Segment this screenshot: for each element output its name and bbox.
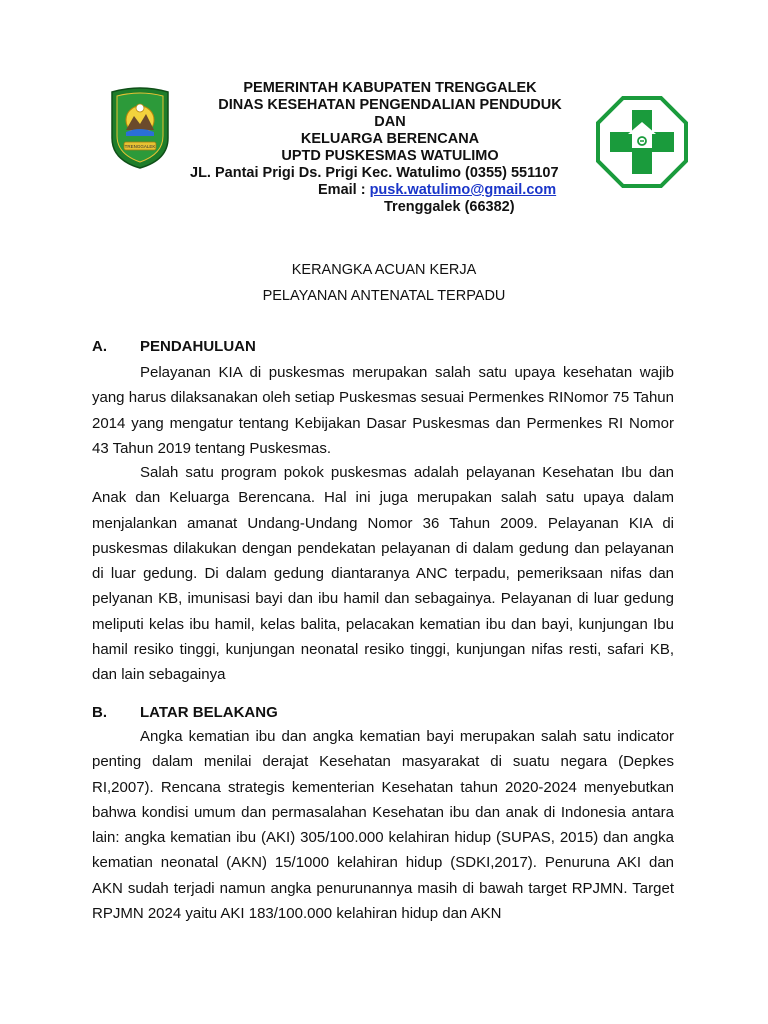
letterhead-address: JL. Pantai Prigi Ds. Prigi Kec. Watulimo (0355) 551107 [190, 165, 559, 181]
kabupaten-emblem-icon [108, 86, 172, 170]
letterhead-city: Trenggalek (66382) [384, 199, 515, 215]
paragraph: Pelayanan KIA di puskesmas merupakan salah satu upaya kesehatan wajib yang harus dilaksanakan oleh setiap Puskesmas sesuai Permenkes RINomor 75 Tahun 2014 yang mengatur tentang Kebijakan Dasar Puskesmas dan Permenkes RI Nomor 43 Tahun 2019 tentang Puskesmas. [92, 364, 674, 457]
paragraph: Angka kematian ibu dan angka kematian bayi merupakan salah satu indicator penting dalam menilai derajat Kesehatan masyarakat di suatu negara (Depkes RI,2007). Rencana strategis kementerian Kesehatan tahun 2020-2024 menyebutkan bahwa kondisi umum dan permasalahan Kesehatan ibu dan anak di Indonesia antara lain: angka kematian ibu (AKI) 305/100.000 kelahiran hidup (SUPAS, 2015) dan angka kematian neonatal (AKN) 15/1000 kelahiran hidup (SDKI,2017). Penuruna AKI dan AKN sudah terjadi namun angka penurunannya masih di bawah target RPJMN. Target RPJMN 2024 yaitu AKI 183/100.000 kelahiran hidup dan AKN [92, 728, 674, 923]
section-number: A. [92, 338, 107, 355]
email-link[interactable]: pusk.watulimo@gmail.com [369, 182, 557, 198]
section-title: PENDAHULUAN [140, 338, 256, 355]
section-heading-a [92, 338, 256, 355]
email-label: Email : [318, 182, 370, 198]
document-title: KERANGKA ACUAN KERJA [291, 262, 477, 278]
document-subtitle: PELAYANAN ANTENATAL TERPADU [262, 288, 506, 304]
puskesmas-logo-icon [596, 96, 688, 188]
letterhead-line5: UPTD PUSKESMAS WATULIMO [281, 148, 499, 164]
letterhead-line3: DAN [374, 114, 406, 130]
letterhead-line2: DINAS KESEHATAN PENGENDALIAN PENDUDUK [218, 97, 562, 113]
letterhead-line1: PEMERINTAH KABUPATEN TRENGGALEK [243, 80, 537, 96]
letterhead [190, 80, 590, 216]
letterhead-email-line [190, 182, 590, 199]
section-number: B. [92, 704, 107, 721]
paragraph: Salah satu program pokok puskesmas adalah pelayanan Kesehatan Ibu dan Anak dan Keluarga Berencana. Hal ini juga merupakan salah satu upaya dalam menjalankan amanat Undang-Undang Nomor 36 Tahun 2009. Pelayanan KIA di puskesmas dilakukan dengan pendekatan pelayanan di dalam gedung dan pelayanan di luar gedung. Di dalam gedung diantaranya ANC terpadu, pemeriksaan nifas dan pelyanan KB, imunisasi bayi dan ibu hamil dan sebagainya. Pelayanan di luar gedung meliputi kelas ibu hamil, kelas balita, pelacakan kematian ibu dan bayi, kunjungan Ibu hamil resiko tinggi, kunjungan neonatal resiko tinggi, kunjungan nifas resti, safari KB, dan lain sebagainya [92, 464, 674, 684]
section-title: LATAR BELAKANG [140, 704, 278, 721]
letterhead-line4: KELUARGA BERENCANA [300, 131, 480, 147]
section-heading-b [92, 704, 278, 721]
emblem-banner-text: TRENGGALEK [124, 144, 156, 149]
